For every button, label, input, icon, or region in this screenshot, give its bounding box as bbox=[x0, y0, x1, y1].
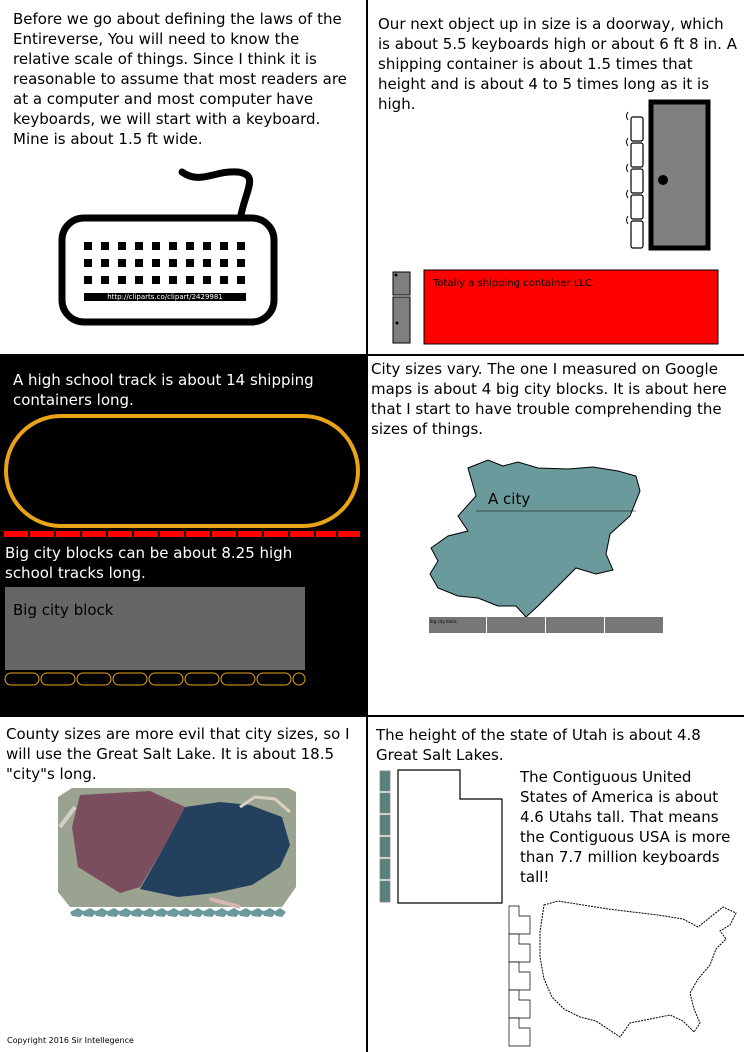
great-salt-lake-map bbox=[0, 717, 366, 1052]
keyboard-credit: http://cliparts.co/clipart/2429981 bbox=[107, 293, 223, 301]
panel-doorway-text: Our next object up in size is a doorway, which is about 5.5 keyboards high or about 6 ft 8 in. A shipping container is about 1.5 times that height and is about 4 to 5 times long as it is high. bbox=[378, 15, 737, 113]
copyright-text: Copyright 2016 Sir Intellegence bbox=[7, 1036, 134, 1045]
city-label: A city bbox=[488, 490, 531, 508]
panel-track bbox=[0, 356, 366, 715]
track-illustration bbox=[0, 356, 366, 715]
panel-doorway bbox=[368, 0, 744, 354]
doorway-illustration bbox=[368, 0, 744, 354]
city-illustration bbox=[368, 356, 744, 715]
panel-track-text: A high school track is about 14 shipping containers long. bbox=[13, 371, 314, 409]
panel-city bbox=[368, 356, 744, 715]
panel-city-text: City sizes vary. The one I measured on Google maps is about 4 big city blocks. It is about here that I start to have trouble comprehending the sizes of things. bbox=[371, 360, 727, 438]
track-shape bbox=[6, 416, 358, 526]
mini-block-label: Big city block bbox=[430, 619, 457, 624]
door-knob bbox=[658, 175, 668, 185]
utah-shape bbox=[398, 770, 502, 903]
city-shape bbox=[430, 460, 640, 617]
door-shape bbox=[651, 102, 708, 248]
panel-keyboard-text: Before we go about defining the laws of the Entireverse, You will need to know the relative scale of things. Since I think it is reasonable to assume that most readers are at a computer and most computer have keyboards, we will start with a keyboard. Mine is about 1.5 ft wide. bbox=[13, 10, 347, 148]
panel-utah-text: The height of the state of Utah is about 4.8 Great Salt Lakes. bbox=[376, 726, 701, 764]
panel-keyboard bbox=[0, 0, 366, 354]
panel-utah-text-2: The Contiguous United States of America is about 4.6 Utahs tall. That means the Contiguous USA is more than 7.7 million keyboards tall! bbox=[520, 768, 731, 886]
panel-utah bbox=[368, 717, 744, 1052]
panel-lake bbox=[0, 717, 366, 1052]
usa-outline bbox=[540, 901, 736, 1037]
panel-track-text-2: Big city blocks can be about 8.25 high school tracks long. bbox=[5, 544, 293, 582]
panel-lake-text: County sizes are more evil that city sizes, so I will use the Great Salt Lake. It is about 18.5 "city"s long. bbox=[6, 725, 350, 783]
city-block-label: Big city block bbox=[13, 601, 114, 619]
container-label: Totally a shipping container LLC. bbox=[433, 278, 596, 289]
